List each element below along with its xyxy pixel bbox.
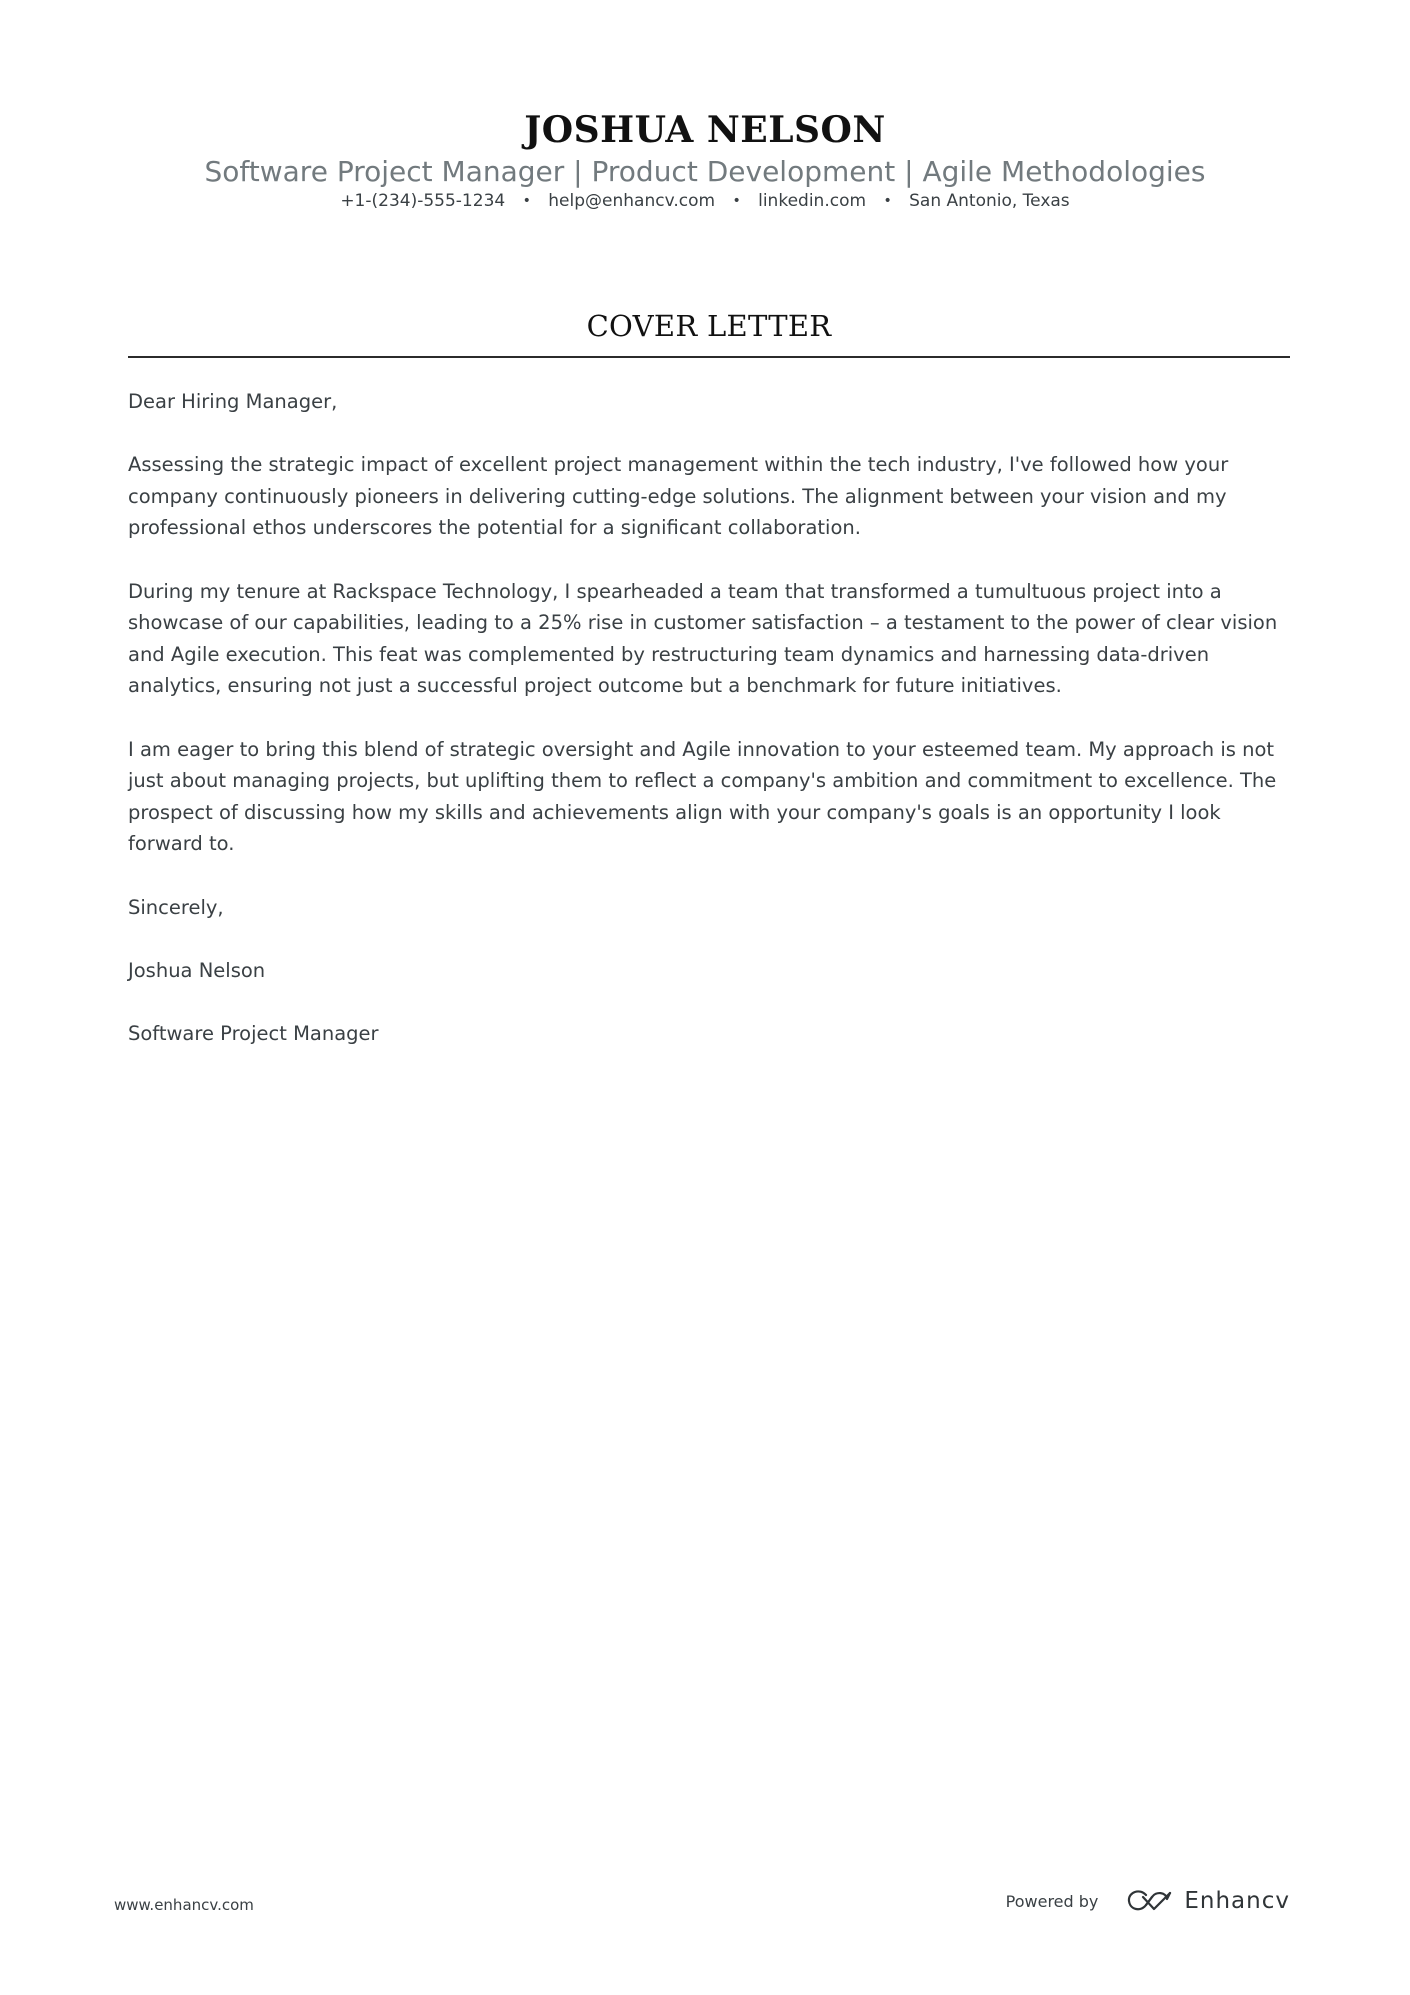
powered-by-label: Powered by [1005,1891,1099,1911]
phone-number: +1-(234)-555-1234 [340,191,506,211]
candidate-headline: Software Project Manager | Product Development | Agile Methodologies [204,155,1206,188]
enhancv-logo-icon [1126,1889,1172,1913]
resume-header [0,108,1410,212]
contact-info [0,190,1410,212]
section-title: COVER LETTER [586,309,832,343]
separator-dot: • [732,193,741,209]
linkedin-link: linkedin.com [758,191,867,211]
separator-dot: • [522,193,531,209]
brand-wordmark: Enhancv [1184,1888,1290,1914]
separator-dot: • [883,193,892,209]
signature-title: Software Project Manager [128,1021,379,1045]
section-divider [128,356,1290,358]
email-address: help@enhancv.com [548,191,716,211]
letter-paragraph: Assessing the strategic impact of excellent project management within the tech industry, I've followed how your company continuously pioneers in delivering cutting-edge solutions. The alignment between your vision and my professional ethos underscores the potential for a significant collaboration. [128,453,1229,540]
footer-website: www.enhancv.com [114,1896,254,1914]
letter-body [128,386,1290,1081]
letter-closing: Sincerely, [128,895,224,919]
footer-branding [1006,1888,1290,1914]
location: San Antonio, Texas [909,191,1070,211]
letter-paragraph: I am eager to bring this blend of strategic oversight and Agile innovation to your esteemed team. My approach is not just about managing projects, but uplifting them to reflect a company's ambition and commitment to excellence. The prospect of discussing how my skills and achievements align with your company's goals is an opportunity I look forward to. [128,737,1277,856]
signature-name: Joshua Nelson [128,958,266,982]
candidate-name: JOSHUA NELSON [524,109,886,151]
letter-greeting: Dear Hiring Manager, [128,390,338,413]
letter-paragraph: During my tenure at Rackspace Technology, I spearheaded a team that transformed a tumultuous project into a showcase of our capabilities, leading to a 25% rise in customer satisfaction – a testament to the power of clear vision and Agile execution. This feat was complemented by restructuring team dynamics and harnessing data-driven analytics, ensuring not just a successful project outcome but a benchmark for future initiatives. [128,579,1278,698]
